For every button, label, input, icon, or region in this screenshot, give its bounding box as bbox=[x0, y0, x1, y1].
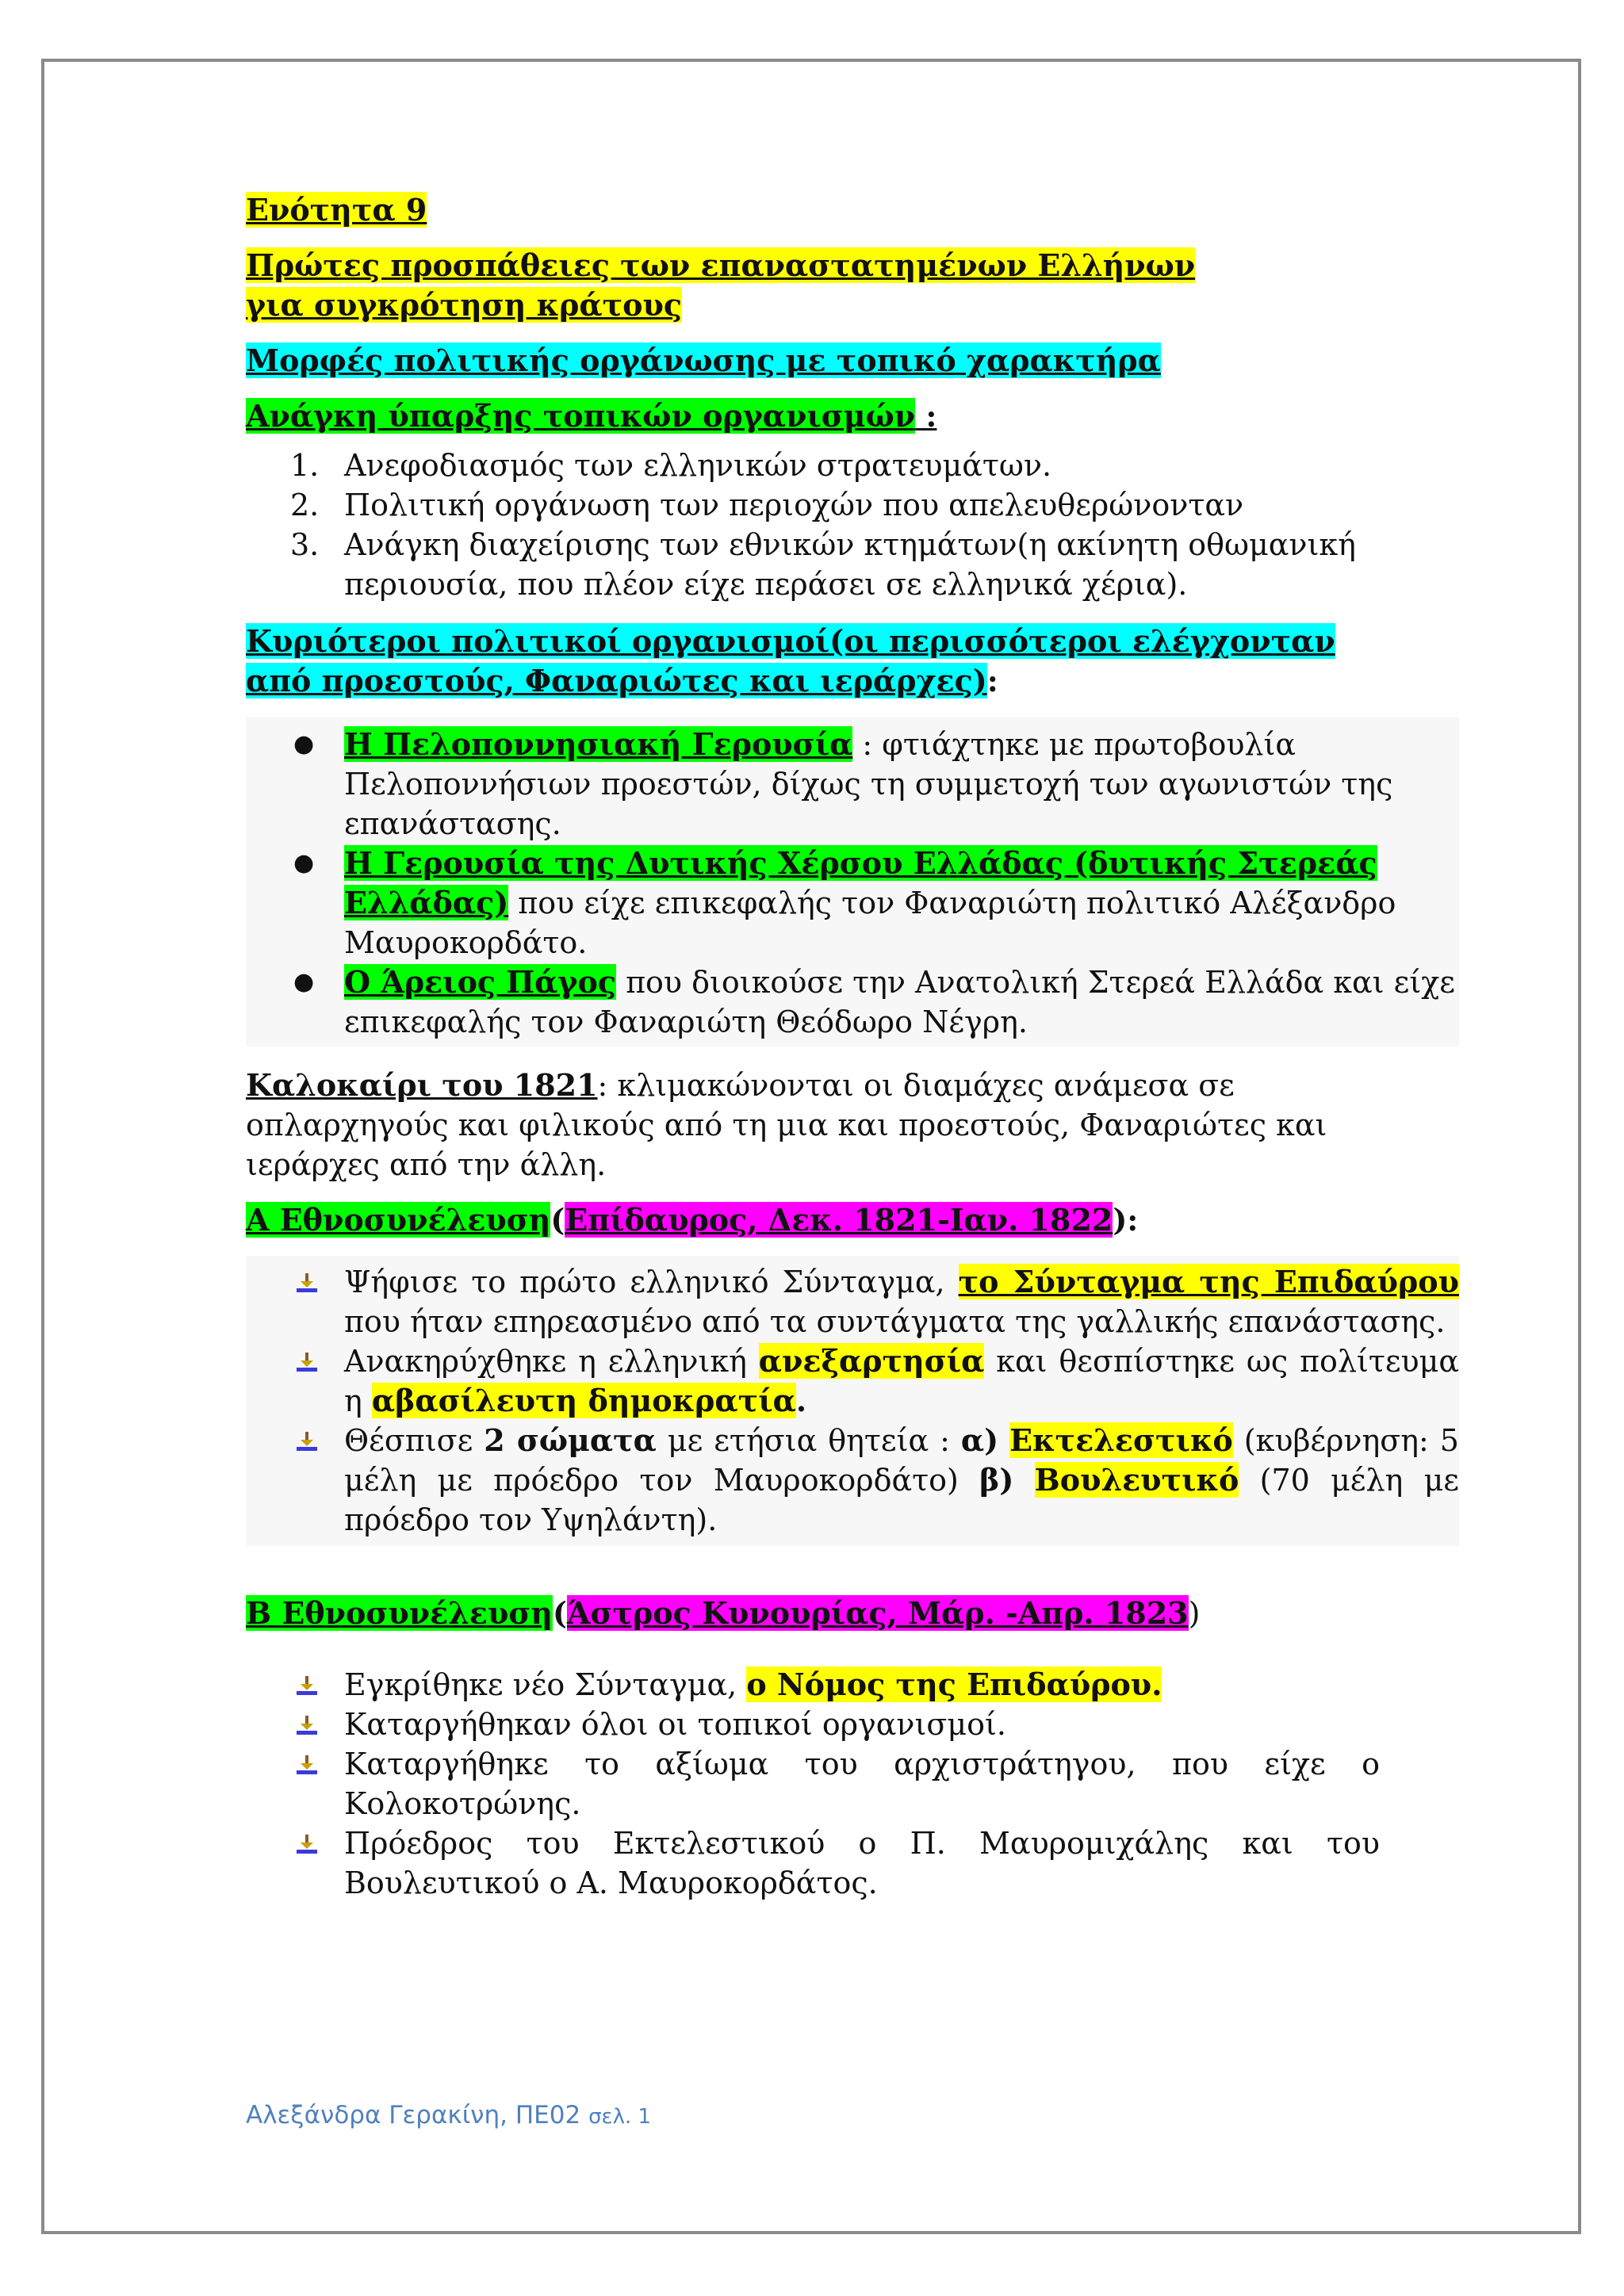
first-assembly-close: ): bbox=[1113, 1202, 1139, 1238]
footer-page-number: σελ. 1 bbox=[588, 2105, 652, 2129]
orgs-list bbox=[246, 717, 1459, 1047]
item-text: και θεσπίστηκε ως πολίτευμα η bbox=[344, 1344, 1459, 1418]
need-heading bbox=[246, 396, 1459, 436]
list-item bbox=[246, 844, 1459, 962]
list-item-text: Ανάγκη διαχείρισης των εθνικών κτημάτων(η ακίνητη οθωμανική περιουσία, που πλέον είχε περάσει σε ελληνικά χέρια). bbox=[344, 527, 1356, 602]
item-highlight: αβασίλευτη δημοκρατία bbox=[371, 1383, 796, 1418]
page-footer bbox=[246, 2101, 651, 2130]
item-text: Πρόεδρος του Εκτελεστικού ο Π. Μαυρομιχάλης και του Βουλευτικού ο Α. Μαυροκορδάτος. bbox=[344, 1826, 1380, 1900]
orgs-heading-colon: : bbox=[986, 663, 998, 698]
first-assembly-detail: Επίδαυρος, Δεκ. 1821-Ιαν. 1822 bbox=[565, 1202, 1113, 1238]
bullet-icon: ● bbox=[293, 849, 315, 877]
org-text: που είχε επικεφαλής τον Φαναριώτη πολιτικό Αλέξανδρο Μαυροκορδάτο. bbox=[344, 886, 1396, 960]
first-assembly-label: Α Εθνοσυνέλευση bbox=[246, 1202, 551, 1238]
item-text bbox=[1013, 1463, 1034, 1498]
needs-list bbox=[246, 446, 1459, 604]
list-item bbox=[246, 446, 1459, 485]
document-title bbox=[246, 246, 1197, 325]
bullet-icon: ● bbox=[293, 968, 315, 996]
arrow-bullet-icon bbox=[295, 1714, 319, 1736]
item-text: Ψήφισε το πρώτο ελληνικό Σύνταγμα, bbox=[344, 1265, 959, 1299]
item-text: Εγκρίθηκε νέο Σύνταγμα, bbox=[344, 1667, 747, 1702]
org-name: Η Γερουσία της Δυτικής Χέρσου Ελλάδας (δυτικής Στερεάς Ελλάδας) bbox=[344, 845, 1377, 920]
need-heading-colon: : bbox=[915, 398, 937, 434]
need-heading-text: Ανάγκη ύπαρξης τοπικών οργανισμών bbox=[246, 398, 916, 434]
second-assembly-close: ) bbox=[1188, 1596, 1201, 1631]
item-bold: 2 σώματα bbox=[484, 1422, 657, 1458]
list-number: 3. bbox=[290, 527, 320, 562]
arrow-bullet-icon bbox=[295, 1351, 319, 1373]
arrow-bullet-icon bbox=[295, 1272, 319, 1294]
list-number: 2. bbox=[290, 488, 320, 522]
item-text: . bbox=[795, 1383, 807, 1418]
list-item bbox=[246, 725, 1459, 844]
list-item-text: Πολιτική οργάνωση των περιοχών που απελευθερώνονταν bbox=[344, 488, 1244, 522]
list-item bbox=[246, 1341, 1459, 1421]
item-text: με ετήσια θητεία : bbox=[656, 1423, 961, 1458]
list-item-text: Ανεφοδιασμός των ελληνικών στρατευμάτων. bbox=[344, 448, 1052, 483]
second-assembly-list bbox=[246, 1665, 1380, 1903]
list-item bbox=[246, 485, 1459, 525]
list-item bbox=[246, 1705, 1380, 1744]
org-name: Ο Άρειος Πάγος bbox=[344, 964, 616, 1000]
item-highlight: το Σύνταγμα της Επιδαύρου bbox=[958, 1264, 1459, 1299]
list-number: 1. bbox=[290, 448, 320, 483]
section-label-text: Ενότητα 9 bbox=[246, 192, 427, 228]
arrow-bullet-icon bbox=[295, 1833, 319, 1855]
footer-author: Αλεξάνδρα Γερακίνη, ΠΕ02 bbox=[246, 2101, 581, 2130]
list-item bbox=[246, 1262, 1459, 1341]
item-highlight: ανεξαρτησία bbox=[758, 1343, 985, 1379]
subtitle-text: Μορφές πολιτικής οργάνωσης με τοπικό χαρακτήρα bbox=[246, 342, 1161, 378]
list-item bbox=[246, 1665, 1380, 1705]
item-highlight: Βουλευτικό bbox=[1034, 1462, 1239, 1498]
second-assembly-label: Β Εθνοσυνέλευση bbox=[246, 1595, 553, 1631]
list-item bbox=[246, 525, 1459, 604]
first-assembly-open: ( bbox=[550, 1202, 565, 1238]
document-body bbox=[246, 190, 1459, 1922]
list-item bbox=[246, 1421, 1459, 1540]
arrow-bullet-icon bbox=[295, 1430, 319, 1452]
item-highlight: . bbox=[1151, 1667, 1162, 1702]
item-text: που ήταν επηρεασμένο από τα συντάγματα της γαλλικής επανάστασης. bbox=[344, 1304, 1446, 1339]
summer-label: Καλοκαίρι του 1821 bbox=[246, 1067, 598, 1103]
first-assembly-heading bbox=[246, 1200, 1459, 1240]
list-item bbox=[246, 962, 1459, 1042]
list-item bbox=[246, 1744, 1380, 1823]
item-text: Καταργήθηκαν όλοι οι τοπικοί οργανισμοί. bbox=[344, 1707, 1006, 1742]
org-name: Η Πελοποννησιακή Γερουσία bbox=[344, 726, 853, 762]
second-assembly-heading bbox=[246, 1594, 1459, 1633]
item-bold: β) bbox=[979, 1462, 1014, 1498]
item-text: (70 μέλη με πρόεδρο τον Υψηλάντη). bbox=[344, 1463, 1459, 1537]
document-title-text: Πρώτες προσπάθειες των επαναστατημένων Ελλήνων για συγκρότηση κράτους bbox=[246, 247, 1196, 323]
summer-paragraph bbox=[246, 1066, 1388, 1184]
list-item bbox=[246, 1823, 1380, 1903]
item-highlight: ο Νόμος της Επιδαύρου bbox=[746, 1667, 1152, 1702]
org-text: : φτιάχτηκε με πρωτοβουλία Πελοποννήσιων προεστών, δίχως τη συμμετοχή των αγωνιστών της επανάστασης. bbox=[344, 727, 1393, 841]
second-assembly-detail: Άστρος Κυνουρίας, Μάρ. -Απρ. 1823 bbox=[566, 1595, 1189, 1631]
org-text: που διοικούσε την Ανατολική Στερεά Ελλάδα και είχε επικεφαλής τον Φαναριώτη Θεόδωρο Νέγρη. bbox=[344, 965, 1455, 1039]
item-text: Ανακηρύχθηκε η ελληνική bbox=[344, 1344, 759, 1379]
item-text: Θέσπισε bbox=[344, 1423, 485, 1458]
summer-text: : κλιμακώνονται οι διαμάχες ανάμεσα σε οπλαρχηγούς και φιλικούς από τη μια και προεστούς, Φαναριώτες και ιεράρχες από την άλλη. bbox=[246, 1068, 1327, 1182]
first-assembly-list bbox=[246, 1256, 1459, 1546]
second-assembly-open: ( bbox=[552, 1595, 567, 1631]
subtitle bbox=[246, 341, 1459, 381]
orgs-heading bbox=[246, 622, 1356, 701]
arrow-bullet-icon bbox=[295, 1754, 319, 1776]
item-bold: α) bbox=[960, 1422, 999, 1458]
item-highlight: Εκτελεστικό bbox=[1009, 1422, 1233, 1458]
item-text: (κυβέρνηση: 5 μέλη με πρόεδρο τον Μαυροκορδάτο) bbox=[344, 1423, 1459, 1498]
item-text: Καταργήθηκε το αξίωμα του αρχιστράτηγου, που είχε ο Κολοκοτρώνης. bbox=[344, 1747, 1380, 1821]
item-text bbox=[998, 1423, 1009, 1458]
arrow-bullet-icon bbox=[295, 1674, 319, 1697]
section-label bbox=[246, 190, 1459, 230]
orgs-heading-text: Κυριότεροι πολιτικοί οργανισμοί(οι περισσότεροι ελέγχονταν από προεστούς, Φαναριώτες και ιεράρχες) bbox=[246, 623, 1335, 698]
bullet-icon: ● bbox=[293, 730, 315, 758]
